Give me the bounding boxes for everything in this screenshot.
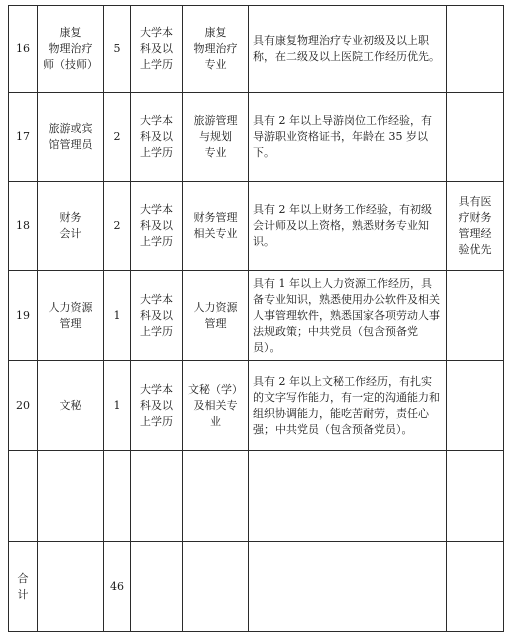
cell-education-text: 大学本 科及以 上学历 [140,382,173,428]
grid-line [37,5,38,632]
cell-remarks [447,451,503,541]
cell-major-text: 康复 物理治疗 专业 [193,26,238,71]
cell-education [131,93,182,181]
cell-position-text: 财务 会计 [59,211,82,240]
cell-position [38,6,103,92]
grid-line [248,5,249,632]
cell-requirements-text: 具有 2 年以上导游岗位工作经验，有导游职业资格证书，年龄在 35 岁以下。 [253,114,432,159]
cell-count [104,182,130,270]
grid-line [8,181,504,182]
cell-count [104,361,130,450]
grid-line [8,631,504,632]
cell-remarks [447,361,503,450]
grid-line [503,5,504,632]
cell-position-text: 康复 物理治疗 师（技师） [43,26,98,71]
cell-number-text: 16 [16,42,30,55]
cell-number [9,6,37,92]
cell-count-text: 5 [113,42,121,55]
cell-requirements [249,271,446,360]
cell-education [131,271,182,360]
cell-number-text: 17 [16,130,30,143]
cell-education [131,6,182,92]
total-label-text: 合 计 [17,571,29,601]
grid-line [8,5,504,6]
cell-requirements-text: 具有 2 年以上财务工作经验，有初级会计师及以上资格，熟悉财务专业知识。 [253,203,432,248]
cell-position-text: 人力资源 管理 [48,300,93,330]
cell-major-text: 人力资源 管理 [193,300,238,330]
grid-line [446,5,447,632]
cell-requirements-text: 具有康复物理治疗专业初级及以上职称，在二级及以上医院工作经历优先。 [253,34,440,63]
cell-requirements-text: 具有 1 年以上人力资源工作经历，具备专业知识，熟悉使用办公软件及相关人事管理软件，熟悉国家各项劳动人事法规政策；中共党员（包含预备党员）。 [253,276,440,354]
grid-line [8,270,504,271]
cell-position-text: 文秘 [59,398,82,412]
cell-number [9,271,37,360]
cell-education-text: 大学本 科及以 上学历 [140,203,173,248]
grid-line [8,541,504,542]
cell-count [104,451,130,541]
cell-position [38,451,103,541]
cell-remarks [447,271,503,360]
cell-major [183,6,248,92]
cell-major [183,451,248,541]
cell-major [183,93,248,181]
cell-number [9,182,37,270]
grid-line [8,5,9,632]
cell-requirements [249,6,446,92]
cell-number [9,451,37,541]
cell-count [104,271,130,360]
cell-education [131,182,182,270]
cell-major-text: 旅游管理 与规划 专业 [193,114,238,159]
cell-requirements [249,93,446,181]
cell-requirements [249,451,446,541]
cell-major-text: 文秘（学） 及相关专 业 [188,382,243,428]
total-count-text: 46 [110,579,124,593]
cell-remarks [447,6,503,92]
cell-major [183,182,248,270]
cell-count-text: 2 [113,130,121,143]
cell-education-text: 大学本 科及以 上学历 [140,114,173,159]
cell-requirements-text: 具有 2 年以上文秘工作经历，有扎实的文字写作能力，有一定的沟通能力和组织协调能力，能吃苦耐劳，责任心强；中共党员（包含预备党员）。 [253,374,440,436]
cell-count-text: 1 [113,308,121,322]
grid-line [182,5,183,632]
cell-major [183,271,248,360]
cell-requirements [249,361,446,450]
grid-line [103,5,104,632]
cell-major [183,361,248,450]
cell-position [38,93,103,181]
cell-number-text: 20 [16,398,30,412]
cell-remarks [447,93,503,181]
cell-position [38,182,103,270]
cell-position [38,271,103,360]
cell-education-text: 大学本 科及以 上学历 [140,292,173,338]
cell-count [104,6,130,92]
cell-count-text: 1 [113,398,121,412]
cell-number-text: 18 [16,219,30,232]
cell-count [104,93,130,181]
cell-number [9,93,37,181]
cell-education [131,361,182,450]
cell-count-text: 2 [113,219,121,232]
cell-position [38,361,103,450]
cell-number-text: 19 [16,308,30,322]
cell-education-text: 大学本 科及以 上学历 [140,26,173,71]
cell-education [131,451,182,541]
cell-position-text: 旅游或宾 馆管理员 [48,122,93,151]
grid-line [8,360,504,361]
grid-line [130,5,131,632]
total-count [104,542,130,631]
cell-major-text: 财务管理 相关专业 [193,211,238,240]
grid-line [8,92,504,93]
cell-number [9,361,37,450]
cell-remarks [447,182,503,270]
cell-remarks-text: 具有医 疗财务 管理经 验优先 [458,195,492,256]
grid-line [8,450,504,451]
cell-requirements [249,182,446,270]
total-label [9,542,37,631]
